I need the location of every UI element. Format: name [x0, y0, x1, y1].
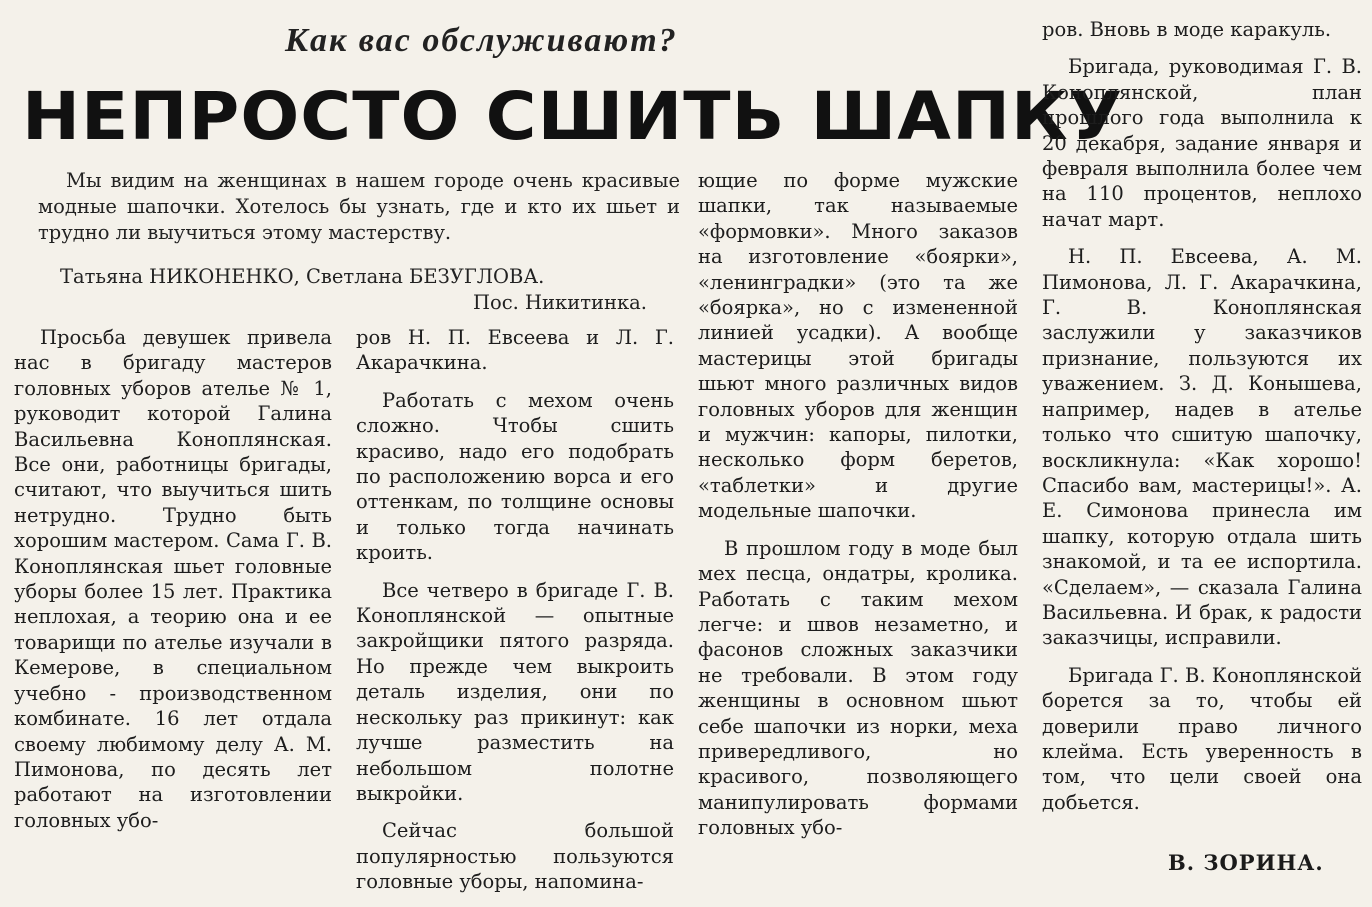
reader-letter-text: Мы видим на женщинах в нашем городе очень красивые модные шапочки. Хотелось бы узнать, где и кто их шьет и трудно ли выучиться этому мастерству.: [38, 169, 680, 244]
paragraph: Работать с мехом очень сложно. Чтобы сшить красиво, надо его подобрать по расположению ворса и его оттенкам, по толщине основы и только тогда начинать кроить.: [356, 388, 674, 565]
paragraph: ров Н. П. Евсеева и Л. Г. Акарачкина.: [356, 326, 674, 375]
paragraph: ров. Вновь в моде каракуль.: [1042, 18, 1332, 41]
paragraph: В прошлом году в моде был мех песца, ондатры, кролика. Работать с таким мехом легче: и швов незаметно, и фасонов сложных заказчики не требовали. В этом году женщины в основном шьют себе шапочки из норки, меха привередливого, но красивого, позволяющего манипулировать формами головных убо-: [698, 536, 1018, 840]
reader-letter: [38, 168, 680, 246]
paragraph: Все четверо в бригаде Г. В. Коноплянской — опытные закройщики пятого разряда. Но прежде чем выкроить деталь изделия, они по нескольку раз прикинут: как лучше разместить на небольшом полотне выкройки.: [356, 578, 674, 805]
column-2: [356, 325, 674, 907]
paragraph: Просьба девушек привела нас в бригаду мастеров головных уборов ателье № 1, руководит которой Галина Васильевна Коноплянская. Все они, работницы бригады, считают, что выучиться шить нетрудно. Трудно быть хорошим мастером. Сама Г. В. Коноплянская шьет головные уборы более 15 лет. Практика неплохая, а теорию она и ее товарищи по ателье изучали в Кемерове, в специальном учебно - производственном комбинате. 16 лет отдала своему любимому делу А. М. Пимонова, по десять лет работают на изготовлении головных убо-: [14, 326, 332, 832]
author-names: Татьяна НИКОНЕНКО, Светлана БЕЗУГЛОВА.: [60, 265, 545, 288]
author-place: Пос. Никитинка.: [472, 291, 647, 314]
article-signature: В. ЗОРИНА.: [1168, 850, 1324, 875]
letter-authors: [38, 264, 683, 316]
paragraph: Бригада, руководимая Г. В. Коноплянской, план прошлого года выполнила к 20 декабря, задание января и февраля выполнила более чем на 110 процентов, неплохо начат март.: [1042, 55, 1362, 231]
column-3: [698, 168, 1018, 853]
headline: НЕПРОСТО СШИТЬ ШАПКУ: [22, 78, 1124, 155]
paragraph: ющие по форме мужские шапки, так называемые «формовки». Много заказов на изготовление «боярки», «ленинградки» (это та же «боярка», но с измененной линией усадки). А вообще мастерицы этой бригады шьют много различных видов головных уборов для женщин и мужчин: капоры, пилотки, несколько форм беретов, «таблетки» и другие модельные шапочки.: [698, 169, 1018, 523]
paragraph: Н. П. Евсеева, А. М. Пимонова, Л. Г. Акарачкина, Г. В. Коноплянская заслужили у заказчиков признание, пользуются их уважением. З. Д. Конышева, например, надев в ателье только что сшитую шапочку, воскликнула: «Как хорошо! Спасибо вам, мастерицы!». А. Е. Симонова принесла им шапку, которую отдала шить знакомой, и та ее испортила. «Сделаем», — сказала Галина Васильевна. И брак, к радости заказчицы, исправили.: [1042, 245, 1362, 650]
rubric: Как вас обслуживают?: [285, 22, 678, 59]
paragraph: Сейчас большой популярностью пользуются головные уборы, напомина-: [356, 819, 674, 894]
column-4: [1042, 17, 1362, 827]
column-1: [14, 325, 332, 845]
paragraph: Бригада Г. В. Коноплянской борется за то, чтобы ей доверили право личного клейма. Есть уверенность в том, что цели своей она добьется.: [1042, 663, 1362, 814]
